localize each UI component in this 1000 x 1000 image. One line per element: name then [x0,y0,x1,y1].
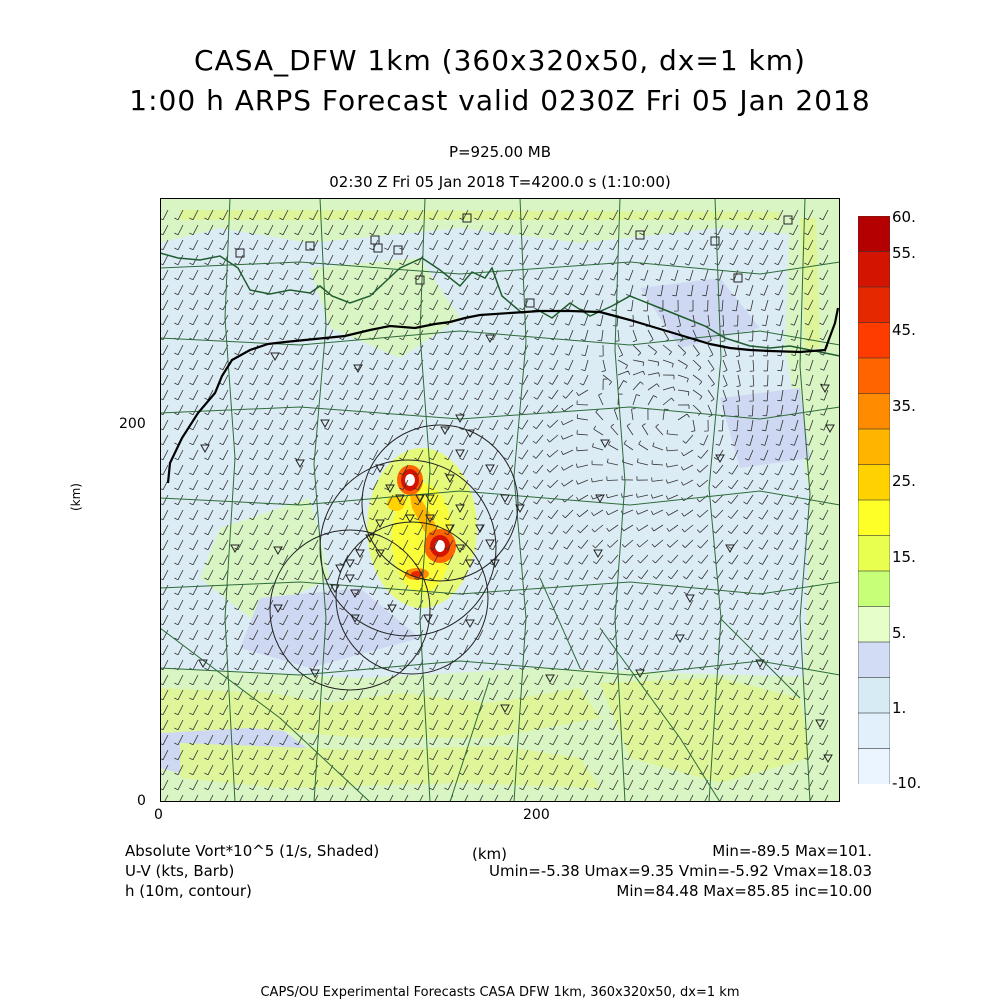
colorbar-swatch [858,642,890,678]
credit-line: CAPS/OU Experimental Forecasts CASA DFW 1km, 360x320x50, dx=1 km [260,985,740,1000]
x-tick-0: 0 [154,807,163,823]
stats-height: Min=84.48 Max=85.85 inc=10.00 [616,882,872,900]
colorbar-label: 60. [892,208,916,226]
colorbar-label: 45. [892,321,916,339]
pressure-level: P=925.00 MB [448,143,552,161]
colorbar-swatch [858,571,890,607]
x-tick-200: 200 [523,807,550,823]
stats-wind: Umin=-5.38 Umax=9.35 Vmin=-5.92 Vmax=18.03 [489,862,872,880]
colorbar-swatch [858,252,890,288]
colorbar-swatch [858,358,890,394]
colorbar-label: 5. [892,624,907,642]
vorticity-wind-map [160,198,840,802]
y-tick-200: 200 [119,416,146,432]
legend-wind-barb: U-V (kts, Barb) [125,862,235,880]
colorbar-swatch [858,713,890,749]
colorbar-swatch [858,216,890,252]
colorbar-label: 35. [892,397,916,415]
chart-title-line1: CASA_DFW 1km (360x320x50, dx=1 km) [194,44,806,77]
colorbar-swatch [858,536,890,572]
storm-vort-core-2-center [435,540,445,552]
colorbar-swatch [858,678,890,714]
colorbar-swatch [858,749,890,785]
colorbar-label: 1. [892,699,907,717]
valid-time-line: 02:30 Z Fri 05 Jan 2018 T=4200.0 s (1:10:00) [329,173,671,191]
x-axis-label: (km) [472,845,508,863]
colorbar-swatch [858,429,890,465]
y-tick-0: 0 [137,793,146,809]
colorbar-label: 55. [892,244,916,262]
colorbar-label: 15. [892,548,916,566]
colorbar-swatch [858,323,890,359]
legend-height-contour: h (10m, contour) [125,882,252,900]
colorbar-swatch [858,394,890,430]
colorbar-swatch [858,465,890,501]
stats-vorticity: Min=-89.5 Max=101. [712,842,872,860]
y-axis-label: (km) [69,482,84,512]
colorbar-swatch [858,607,890,643]
legend-vorticity: Absolute Vort*10^5 (1/s, Shaded) [125,842,380,860]
colorbar-label: -10. [892,774,922,792]
chart-title-line2: 1:00 h ARPS Forecast valid 0230Z Fri 05 Jan 2018 [129,84,871,117]
storm-vort-core-1-center [405,474,415,486]
colorbar-label: 25. [892,472,916,490]
colorbar [858,216,890,784]
colorbar-swatch [858,287,890,323]
colorbar-swatch [858,500,890,536]
